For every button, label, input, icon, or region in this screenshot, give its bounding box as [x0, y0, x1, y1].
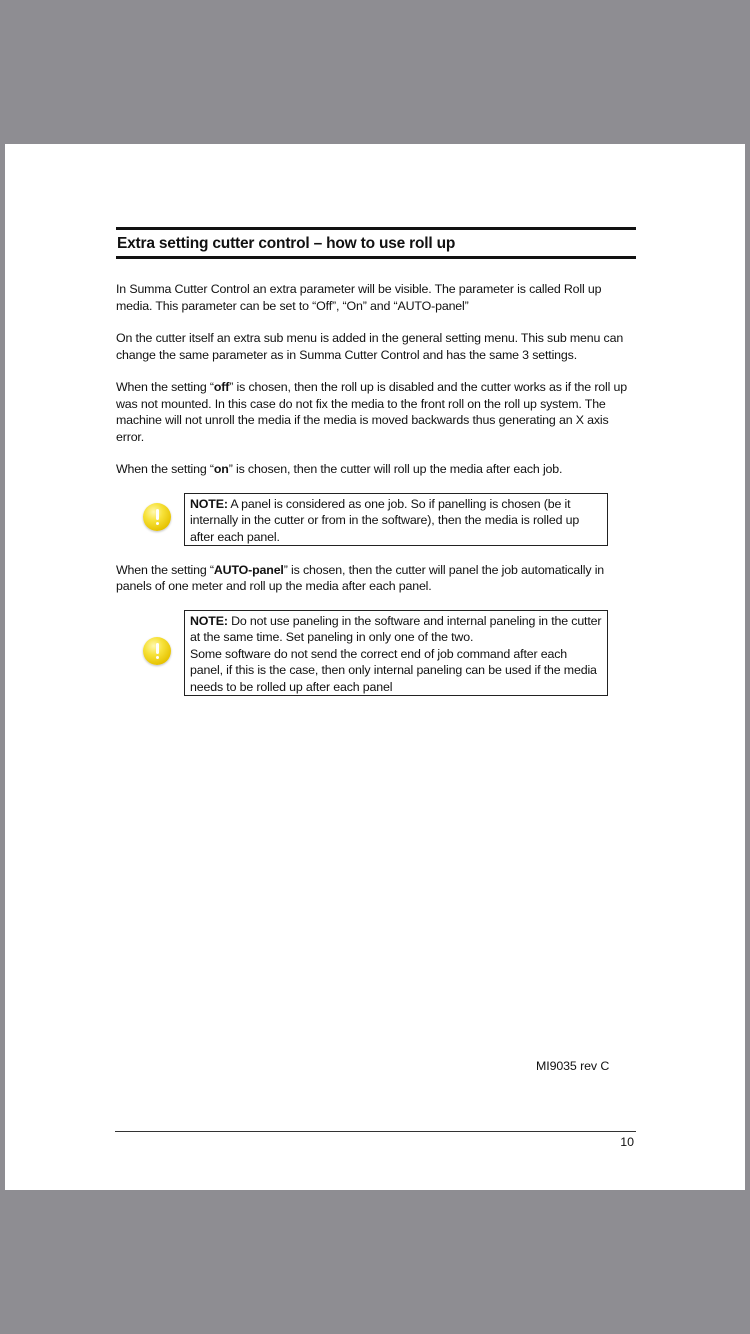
note-box [184, 493, 608, 547]
footer-divider [115, 1131, 636, 1132]
paragraph-setting-off: When the setting “off” is chosen, then the roll up is disabled and the cutter works as if the roll up was not mounted. In this case do not fix the media to the front roll on the roll up system. The machine will not unroll the media if the media is moved backwards thus generating an X axis error. [116, 380, 628, 444]
setting-auto-panel-label: AUTO-panel [213, 562, 284, 577]
note-paneling [116, 610, 636, 695]
document-page [5, 144, 745, 1190]
section-header [116, 227, 636, 259]
paragraph-sub-menu: On the cutter itself an extra sub menu is added in the general setting menu. This sub menu can change the same parameter as in Summa Cutter Control and has the same 3 settings. [116, 331, 624, 362]
note-label: NOTE: [190, 496, 228, 511]
setting-on-label: on [213, 462, 229, 476]
paragraph-roll-up-parameter: In Summa Cutter Control an extra parameter will be visible. The parameter is called Roll up media. This parameter can be set to “Off”, “On” and “AUTO-panel” [116, 282, 602, 313]
warning-icon [143, 637, 171, 665]
note-text-second: Some software do not send the correct end of job command after each panel, if this is the case, then only internal paneling can be used if the media needs to be rolled up after each panel [190, 646, 597, 694]
note-panel-job [116, 493, 636, 545]
setting-off-label: off [213, 380, 230, 394]
note-text: Do not use paneling in the software and internal paneling in the cutter at the same time. Set paneling in only one of the two. [190, 613, 602, 644]
section-title: Extra setting cutter control – how to use roll up [117, 235, 456, 252]
note-label: NOTE: [190, 613, 228, 628]
page-content [116, 227, 636, 695]
warning-icon [143, 503, 171, 531]
page-number: 10 [620, 1135, 634, 1149]
document-id: MI9035 rev C [536, 1059, 610, 1073]
note-box [184, 610, 608, 697]
paragraph-setting-auto-panel: When the setting “AUTO-panel” is chosen, then the cutter will panel the job automatically in panels of one meter and roll up the media after each panel. [116, 562, 605, 593]
note-text: A panel is considered as one job. So if panelling is chosen (be it internally in the cutter or from in the software), then the media is rolled up after each panel. [190, 496, 580, 544]
paragraph-setting-on: When the setting “on” is chosen, then the cutter will roll up the media after each job. [116, 462, 563, 476]
